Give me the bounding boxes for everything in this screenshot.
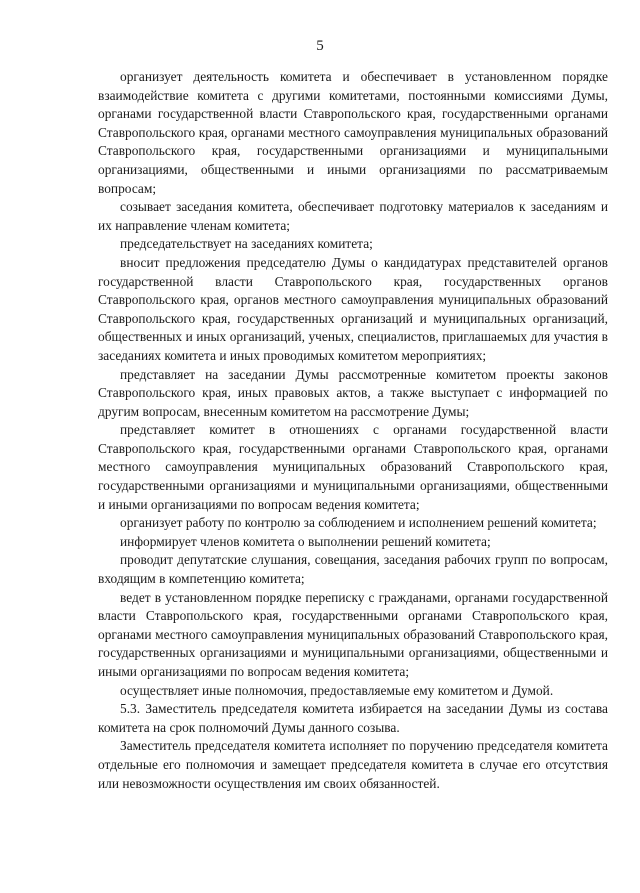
paragraph: проводит депутатские слушания, совещания, заседания рабочих групп по вопросам, входящим в компетенцию комитета;: [98, 552, 608, 587]
paragraph: созывает заседания комитета, обеспечивает подготовку материалов к заседаниям и их направление членам комитета;: [98, 199, 608, 233]
paragraph: 5.3. Заместитель председателя комитета избирается на заседании Думы из состава комитета на срок полномочий Думы данного созыва.: [98, 701, 608, 735]
paragraph: представляет комитет в отношениях с органами государственной власти Ставропольского края, государственными органами Ставропольского края, органами местного самоуправления муниципальных образований Ставропольского края, государственными организациями и муниципальными организациями, общественными и иными организациями по вопросам ведения комитета;: [98, 422, 608, 512]
paragraph: ведет в установленном порядке переписку с гражданами, органами государственной власти Ставропольского края, государственными органами Ставропольского края, органами местного самоуправления муниципальных образований Ставропольского края, государственных организациями и муниципальными организациями, общественными и иными организациями по вопросам ведения комитета;: [98, 589, 608, 679]
paragraph: осуществляет иные полномочия, предоставляемые ему комитетом и Думой.: [120, 682, 554, 698]
paragraph: представляет на заседании Думы рассмотренные комитетом проекты законов Ставропольского края, иных правовых актов, а также выступает с информацией по другим вопросам, внесенным комитетом на рассмотрение Думы;: [98, 366, 608, 419]
paragraph: вносит предложения председателю Думы о кандидатурах представителей органов государственной власти Ставропольского края, государственных органов Ставропольского края, органов местного самоуправления муниципальных образований Ставропольского края, государственных организаций и муниципальных организаций, общественных и иных организаций, ученых, специалистов, приглашаемых для участия в заседаниях комитета и иных проводимых комитетом мероприятиях;: [98, 254, 608, 363]
paragraph: Заместитель председателя комитета исполняет по поручению председателя комитета отдельные его полномочия и замещает председателя комитета в случае его отсутствия или невозможности осуществления им своих обязанностей.: [98, 738, 608, 791]
page-number: 5: [316, 38, 324, 54]
paragraph: организует работу по контролю за соблюдением и исполнением решений комитета;: [120, 515, 597, 531]
paragraph: председательствует на заседаниях комитета;: [120, 236, 373, 252]
paragraph: информирует членов комитета о выполнении решений комитета;: [120, 533, 491, 549]
paragraph: организует деятельность комитета и обеспечивает в установленном порядке взаимодействие комитета с другими комитетами, постоянными комиссиями Думы, органами государственной власти Ставропольского края, государственными органами Ставропольского края, органами местного самоуправления муниципальных образований Ставропольского края, государственными организациями и муниципальными организациями, общественными и иными организациями по рассматриваемым вопросам;: [98, 69, 608, 196]
document-body: [98, 68, 608, 793]
